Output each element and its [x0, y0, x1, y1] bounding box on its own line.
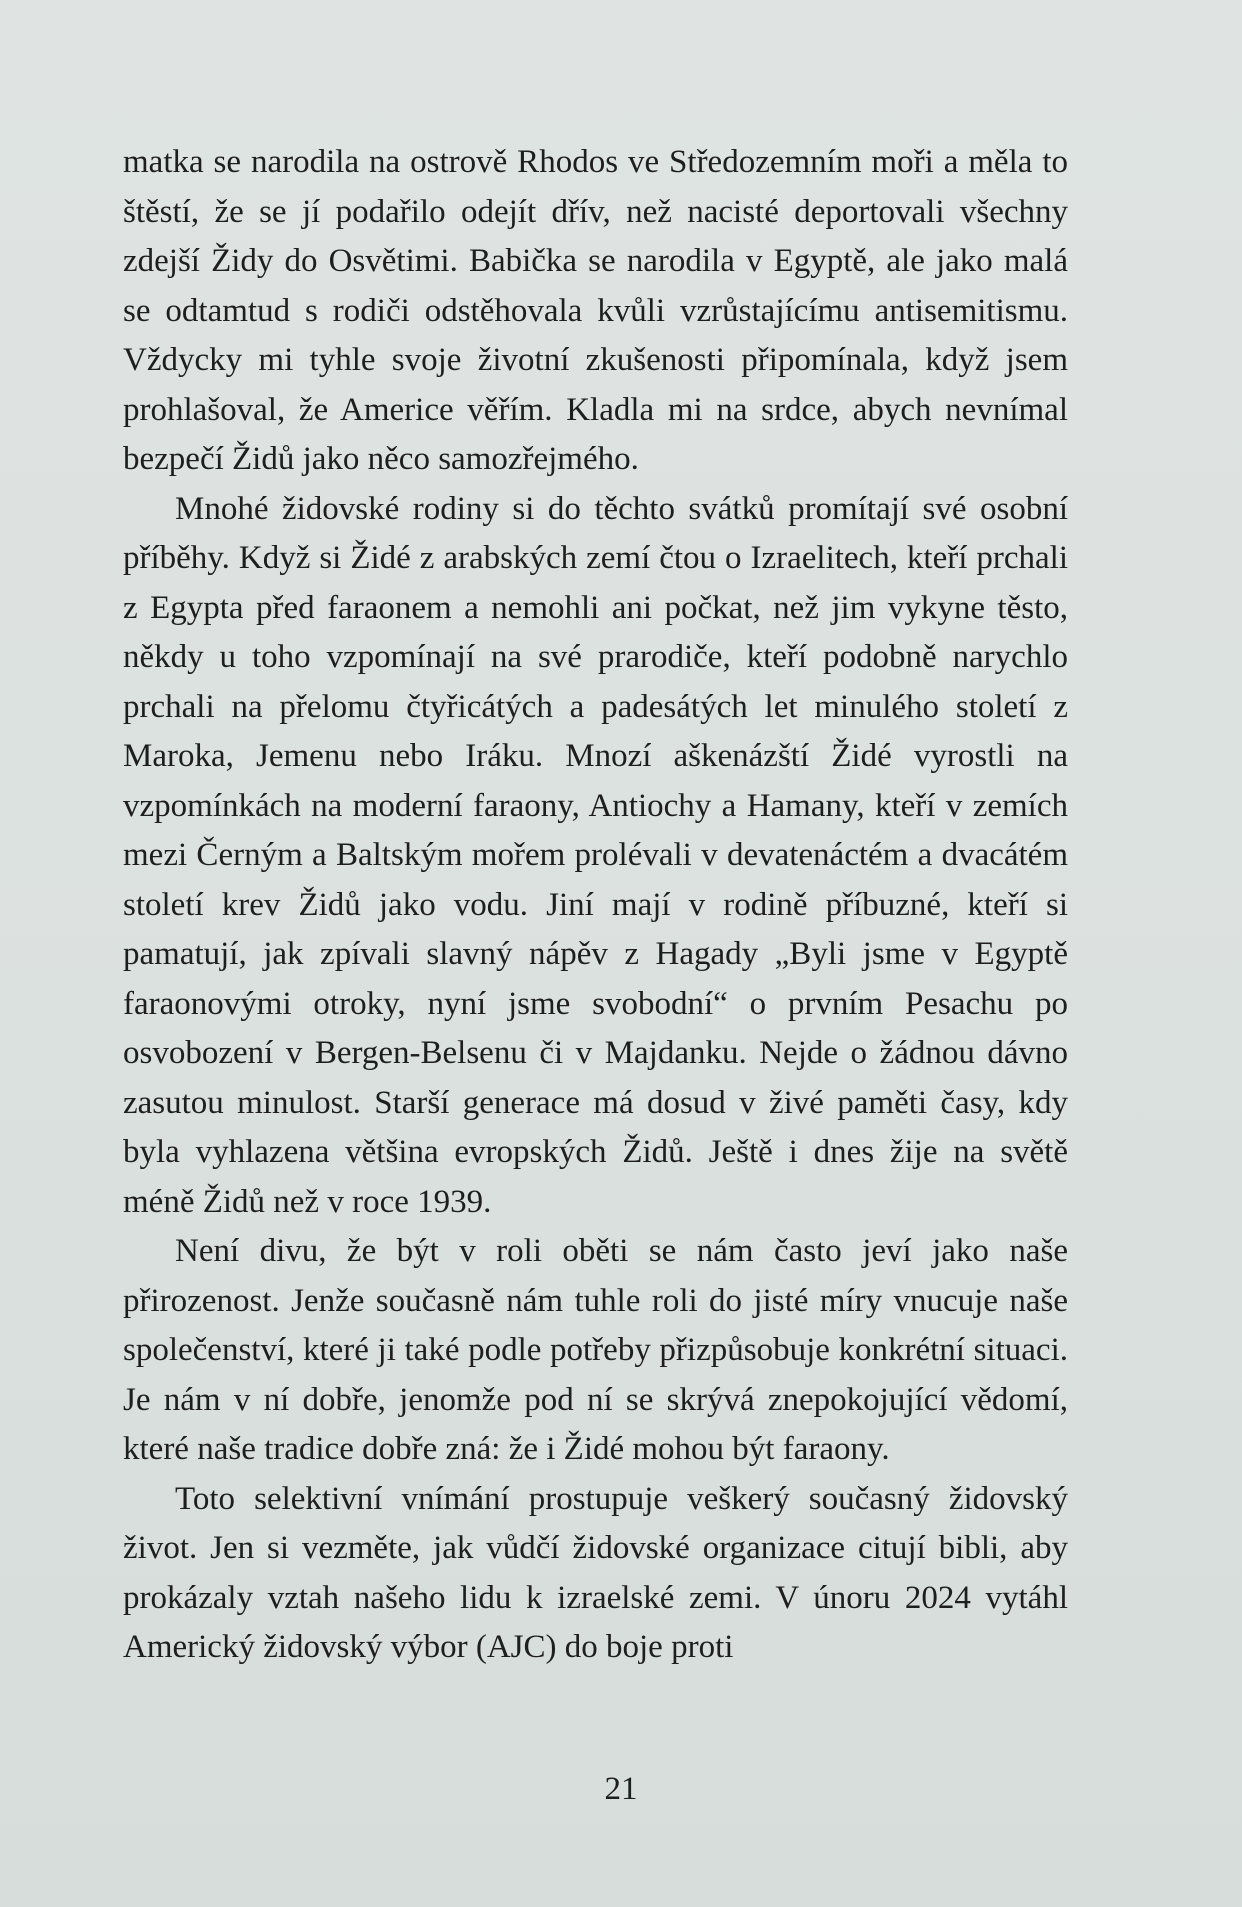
- page-number: 21: [604, 1771, 638, 1807]
- paragraph: Není divu, že být v roli oběti se nám často jeví jako naše přirozenost. Jenže současně nám tuhle roli do jisté míry vnucuje naše společenství, které ji také podle potřeby přizpůsobuje konkrétní situaci. Je nám v ní dobře, jenomže pod ní se skrývá znepokojující vědomí, které naše tradice dobře zná: že i Židé mohou být faraony.: [123, 1233, 1068, 1467]
- paragraph: Toto selektivní vnímání prostupuje veškerý současný židovský život. Jen si vezměte, jak vůdčí židovské organizace citují bibli, aby prokázaly vztah našeho lidu k izraelské zemi. V únoru 2024 vytáhl Americký židovský výbor (AJC) do boje proti: [123, 1480, 1068, 1665]
- body-text: [123, 138, 1068, 1673]
- paragraph-continued: matka se narodila na ostrově Rhodos ve Středozemním moři a měla to štěstí, že se jí podařilo odejít dřív, než nacisté deportovali všechny zdejší Židy do Osvětimi. Babička se narodila v Egyptě, ale jako malá se odtamtud s rodiči odstěhovala kvůli vzrůstajícímu antisemitismu. Vždycky mi tyhle svoje životní zkušenosti připomínala, když jsem prohlašoval, že Americe věřím. Kladla mi na srdce, abych nevnímal bezpečí Židů jako něco samozřejmého.: [123, 144, 1068, 477]
- paragraph: Mnohé židovské rodiny si do těchto svátků promítají své osobní příběhy. Když si Židé z arabských zemí čtou o Izraelitech, kteří prchali z Egypta před faraonem a nemohli ani počkat, než jim vykyne těsto, někdy u toho vzpomínají na své prarodiče, kteří podobně narychlo prchali na přelomu čtyřicátých a padesátých let minulého století z Maroka, Jemenu nebo Iráku. Mnozí aškenázští Židé vyrostli na vzpomínkách na moderní faraony, Antiochy a Hamany, kteří v zemích mezi Černým a Baltským mořem prolévali v devatenáctém a dvacátém století krev Židů jako vodu. Jiní mají v rodině příbuzné, kteří si pamatují, jak zpívali slavný nápěv z Hagady „Byli jsme v Egyptě faraonovými otroky, nyní jsme svobodní“ o prvním Pesachu po osvobození v Bergen-Belsenu či v Majdanku. Nejde o žádnou dávno zasutou minulost. Starší generace má dosud v živé paměti časy, kdy byla vyhlazena většina evropských Židů. Ještě i dnes žije na světě méně Židů než v roce 1939.: [123, 490, 1068, 1220]
